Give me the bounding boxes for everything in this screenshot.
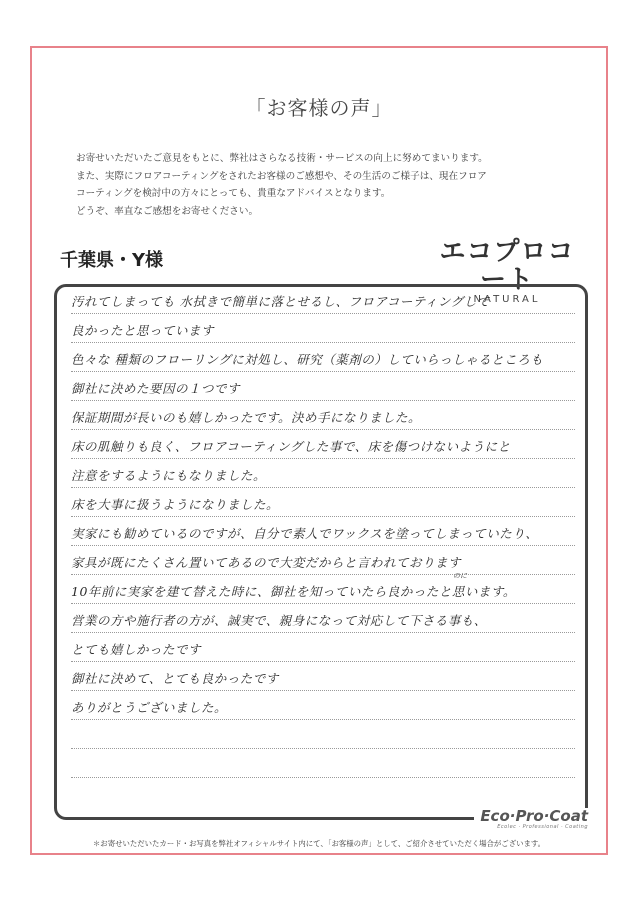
logo-sub-text: NATURAL xyxy=(473,294,541,305)
footnote: ＊お寄せいただいたカード・お写真を弊社オフィシャルサイト内にて、「お客様の声」として、ご紹介させていただく場合がございます。 xyxy=(92,839,546,848)
customer-name: 千葉県・Y様 xyxy=(60,250,164,271)
comment-line: 注意をするようにもなりました。 xyxy=(71,461,575,488)
comment-line: とても嬉しかったです xyxy=(71,635,575,662)
comment-line: 汚れてしまっても 水拭きで簡単に落とせるし、フロアコーティングして xyxy=(71,287,575,314)
intro-line: どうぞ、率直なご感想をお寄せください。 xyxy=(76,205,259,217)
comment-line: ありがとうございました。 xyxy=(71,693,575,720)
comment-line: 床を大事に扱うようになりました。 xyxy=(71,490,575,517)
comment-line: 10年前に実家を建て替えた時に、御社を知っていたら良かったと思います。 xyxy=(71,577,575,604)
comment-line: 良かったと思っています xyxy=(71,316,575,343)
eco-pro-coat-logo xyxy=(474,808,588,830)
comment-line xyxy=(71,751,575,778)
comment-line: 保証期間が長いのも嬉しかったです。決め手になりました。 xyxy=(71,403,575,430)
handwritten-annotation: のに xyxy=(453,572,467,580)
intro-line: コーティングを検討中の方々にとっても、貴重なアドバイスとなります。 xyxy=(76,188,391,199)
comment-line: 営業の方や施行者の方が、誠実で、親身になって対応して下さる事も、 xyxy=(71,606,575,633)
comment-line xyxy=(71,722,575,749)
intro-line: お寄せいただいたご意見をもとに、弊社はさらなる技術・サービスの向上に努めてまいります。 xyxy=(76,153,488,164)
page-title: 「お客様の声」 xyxy=(245,96,393,120)
intro-text xyxy=(76,150,586,220)
eco-logo-sub: Ecolec · Professional · Coating xyxy=(497,824,588,830)
eco-logo-main: Eco·Pro·Coat xyxy=(480,807,588,825)
logo-main-text: エコプロコート xyxy=(439,237,575,295)
comment-line: 色々な 種類のフローリングに対処し、研究（薬剤の）していらっしゃるところも xyxy=(71,345,575,372)
testimonial-card xyxy=(30,46,608,855)
intro-line: また、実際にフロアコーティングをされたお客様のご感想や、その生活のご様子は、現在フロア xyxy=(76,170,487,182)
handwritten-comment-box xyxy=(54,284,588,820)
comment-line: 御社に決めた要因の１つです xyxy=(71,374,575,401)
comment-line: 実家にも勧めているのですが、自分で素人でワックスを塗ってしまっていたり、 xyxy=(71,519,575,546)
comment-line: 御社に決めて、とても良かったです xyxy=(71,664,575,691)
comment-line: 床の肌触りも良く、フロアコーティングした事で、床を傷つけないようにと xyxy=(71,432,575,459)
comment-line: 家具が既にたくさん置いてあるので大変だからと言われております xyxy=(71,548,575,575)
